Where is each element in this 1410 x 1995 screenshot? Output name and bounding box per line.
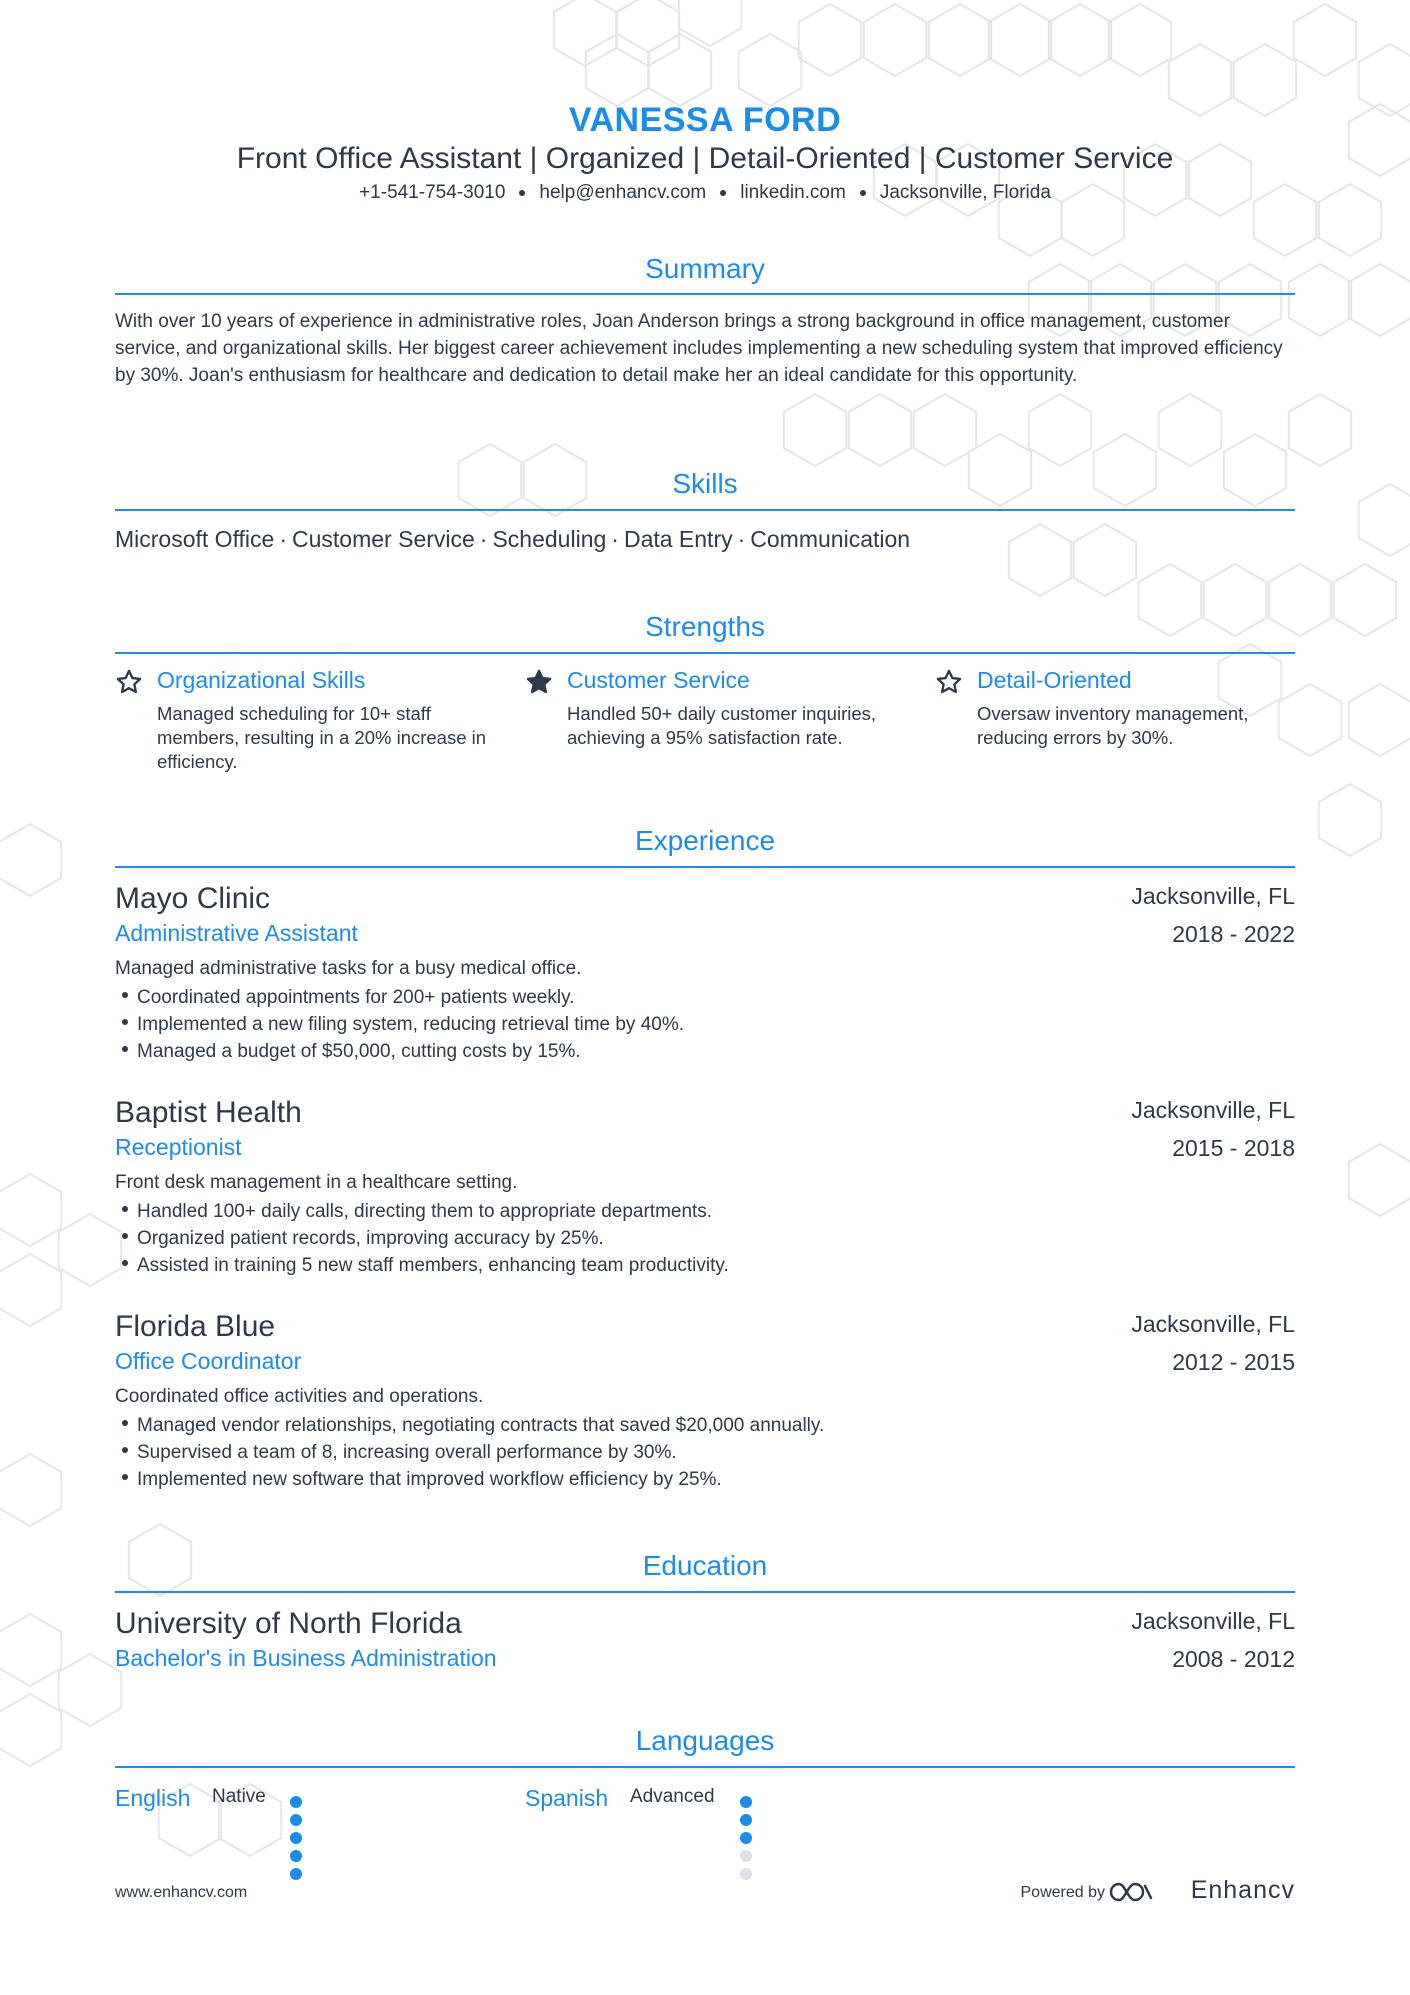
hexagon-shape [1289, 394, 1351, 466]
rating-dot-filled [290, 1814, 302, 1826]
company-name: Mayo Clinic [115, 882, 271, 915]
section-divider [115, 509, 1295, 511]
rating-dot-empty [740, 1868, 752, 1880]
section-divider [115, 1591, 1295, 1593]
footer-website[interactable]: www.enhancv.com [115, 1884, 248, 1901]
job-title: Receptionist [115, 1134, 242, 1160]
contact-location: Jacksonville, Florida [879, 182, 1051, 203]
star-outline-icon [115, 668, 143, 696]
skill-item: Scheduling [492, 526, 607, 552]
enhancv-logo-icon [1107, 1878, 1155, 1906]
skills-list: Microsoft Office · Customer Service · Scheduling · Data Entry · Communication [115, 526, 911, 552]
skill-item: Communication [750, 526, 911, 552]
rating-dot-filled [290, 1850, 302, 1862]
company-name: Baptist Health [115, 1096, 302, 1129]
resume-page [115, 0, 1295, 1995]
bullet-item: Handled 100+ daily calls, directing them to appropriate departments. [115, 1198, 729, 1225]
language-rating [290, 1795, 307, 1807]
rating-dot-empty [740, 1850, 752, 1862]
language-level: Advanced [630, 1786, 715, 1807]
hexagon-shape [59, 1214, 121, 1286]
section-title-experience: Experience [634, 825, 776, 856]
job-title: Office Coordinator [115, 1348, 302, 1374]
contact-email[interactable]: help@enhancv.com [539, 182, 707, 203]
rating-dot-filled [740, 1796, 752, 1808]
summary-text: With over 10 years of experience in administrative roles, Joan Anderson brings a strong background in office management, customer service, and organizational skills. Her biggest career achievement includes implementing a new scheduling system that improved efficiency by 30%. Joan's enthusiasm for healthcare and dedication to detail make her an ideal candidate for this opportunity. [115, 311, 1283, 386]
hexagon-shape [1289, 264, 1351, 336]
contact-phone[interactable]: +1-541-754-3010 [359, 182, 506, 203]
hexagon-shape [0, 1174, 61, 1246]
hexagon-shape [1334, 564, 1396, 636]
hexagon-shape [1294, 4, 1356, 76]
section-title-education: Education [642, 1550, 768, 1581]
star-filled-icon [525, 668, 553, 696]
job-description: Coordinated office activities and operations. [115, 1386, 484, 1407]
skill-item: Microsoft Office [115, 526, 275, 552]
section-title-summary: Summary [645, 253, 765, 284]
candidate-headline: Front Office Assistant | Organized | Detail-Oriented | Customer Service [236, 142, 1174, 175]
hexagon-shape [59, 1654, 121, 1726]
job-dates: 2015 - 2018 [1172, 1135, 1295, 1161]
school-location: Jacksonville, FL [1131, 1608, 1295, 1634]
language-name: Spanish [525, 1785, 609, 1811]
candidate-name: VANESSA FORD [568, 101, 842, 139]
hexagon-shape [1349, 1144, 1410, 1216]
separator-dot [720, 190, 726, 196]
bullet-item: Supervised a team of 8, increasing overall performance by 30%. [115, 1439, 824, 1466]
job-bullets [115, 1412, 824, 1493]
bullet-item: Organized patient records, improving accuracy by 25%. [115, 1225, 729, 1252]
rating-dot-filled [290, 1868, 302, 1880]
powered-by-label: Powered by [1020, 1884, 1105, 1901]
footer-branding [995, 1874, 1295, 1908]
company-name: Florida Blue [115, 1310, 276, 1343]
job-description: Managed administrative tasks for a busy medical office. [115, 958, 582, 979]
section-divider [115, 1766, 1295, 1768]
strength-description: Handled 50+ daily customer inquiries, achieving a 95% satisfaction rate. [567, 703, 877, 748]
hexagon-shape [0, 824, 61, 896]
section-title-strengths: Strengths [645, 611, 765, 642]
hexagon-shape [1349, 684, 1410, 756]
brand-name[interactable]: Enhancv [1190, 1876, 1295, 1904]
job-location: Jacksonville, FL [1131, 1097, 1295, 1123]
rating-dot-filled [290, 1832, 302, 1844]
rating-dot-filled [740, 1832, 752, 1844]
language-level: Native [212, 1786, 266, 1807]
bullet-item: Coordinated appointments for 200+ patients weekly. [115, 984, 684, 1011]
bullet-item: Managed a budget of $50,000, cutting costs by 15%. [115, 1038, 684, 1065]
hexagon-shape [1349, 264, 1410, 336]
contact-linkedin[interactable]: linkedin.com [740, 182, 846, 203]
hexagon-shape [0, 1254, 61, 1326]
hexagon-shape [1359, 44, 1410, 116]
job-dates: 2018 - 2022 [1172, 921, 1295, 947]
separator-dot [519, 190, 525, 196]
hexagon-shape [0, 1454, 61, 1526]
strength-title: Detail-Oriented [977, 667, 1132, 693]
section-divider [115, 293, 1295, 295]
language-rating [740, 1795, 757, 1807]
hexagon-shape [1359, 484, 1410, 556]
strength-description: Oversaw inventory management, reducing errors by 30%. [977, 703, 1249, 748]
job-title: Administrative Assistant [115, 920, 358, 946]
bullet-item: Implemented a new filing system, reducing retrieval time by 40%. [115, 1011, 684, 1038]
strength-title: Customer Service [567, 667, 750, 693]
job-description: Front desk management in a healthcare setting. [115, 1172, 518, 1193]
rating-dot-filled [740, 1814, 752, 1826]
bullet-item: Assisted in training 5 new staff members, enhancing team productivity. [115, 1252, 729, 1279]
section-title-skills: Skills [672, 468, 738, 499]
job-location: Jacksonville, FL [1131, 883, 1295, 909]
degree: Bachelor's in Business Administration [115, 1645, 497, 1671]
job-location: Jacksonville, FL [1131, 1311, 1295, 1337]
bullet-item: Managed vendor relationships, negotiating contracts that saved $20,000 annually. [115, 1412, 824, 1439]
hexagon-shape [0, 1694, 61, 1766]
job-dates: 2012 - 2015 [1172, 1349, 1295, 1375]
job-bullets [115, 984, 684, 1065]
star-outline-icon [935, 668, 963, 696]
job-bullets [115, 1198, 729, 1279]
hexagon-shape [1319, 184, 1381, 256]
hexagon-shape [1349, 104, 1410, 176]
section-divider [115, 652, 1295, 654]
skill-item: Customer Service [292, 526, 475, 552]
school-name: University of North Florida [115, 1607, 462, 1640]
school-dates: 2008 - 2012 [1172, 1646, 1295, 1672]
bullet-item: Implemented new software that improved workflow efficiency by 25%. [115, 1466, 824, 1493]
language-name: English [115, 1785, 191, 1811]
hexagon-shape [1319, 784, 1381, 856]
section-title-languages: Languages [635, 1725, 775, 1756]
separator-dot [860, 190, 866, 196]
section-divider [115, 866, 1295, 868]
hexagon-shape [0, 1614, 61, 1686]
contact-line [115, 180, 1295, 206]
resume-header [115, 100, 1295, 206]
rating-dot-filled [290, 1796, 302, 1808]
skill-item: Data Entry [623, 526, 733, 552]
strength-title: Organizational Skills [157, 667, 366, 693]
strength-description: Managed scheduling for 10+ staff members, resulting in a 20% increase in efficiency. [157, 703, 487, 772]
